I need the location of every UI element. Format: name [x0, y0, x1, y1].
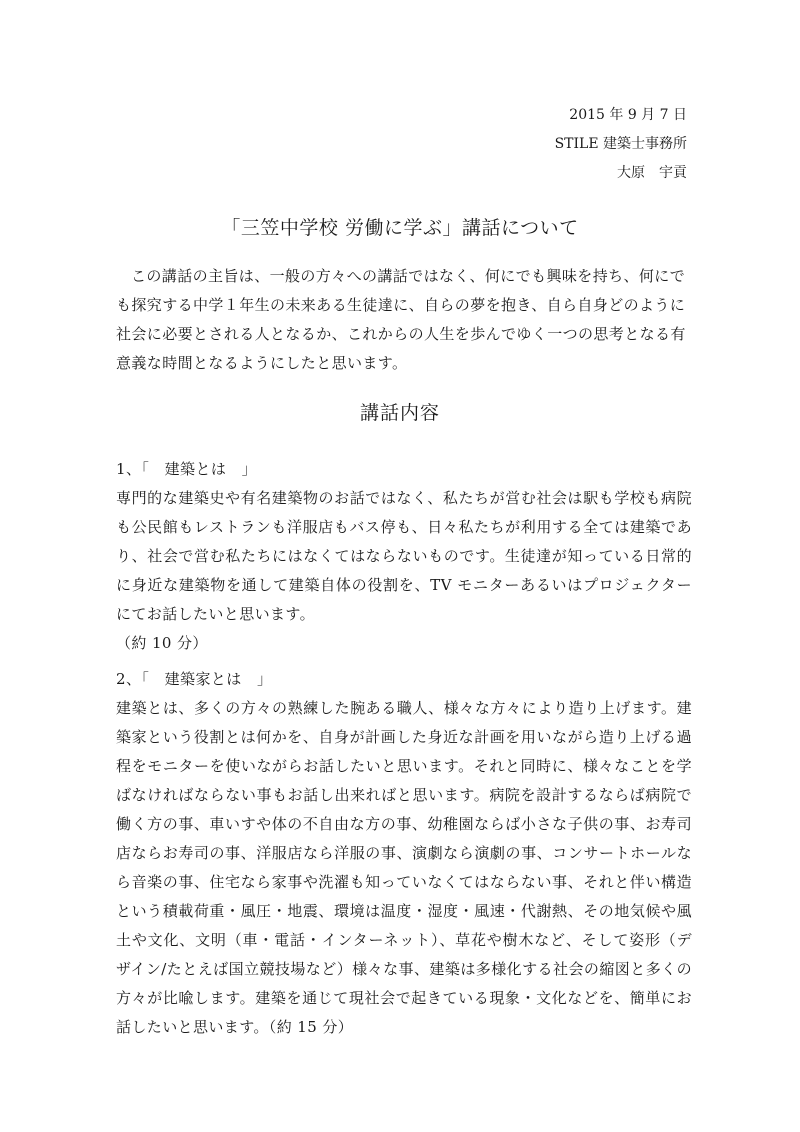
lecture-item — [116, 665, 692, 1042]
intro-text: この講話の主旨は、一般の方々への講話ではなく、何にでも興味を持ち、何にでも探究する中学１年生の未来ある生徒達に、自らの夢を抱き、自ら自身どのように社会に必要とされる人となるか、これからの人生を歩んでゆく一つの思考となる有意義な時間となるようにしたと思います。 — [116, 267, 686, 372]
office-name: STILE 建築士事務所 — [554, 136, 687, 152]
lecture-item — [116, 455, 692, 658]
section-title: 講話内容 — [359, 402, 440, 424]
document-title: 「三笠中学校 労働に学ぶ」講話について — [221, 217, 579, 239]
item-body: 建築とは、多くの方々の熟練した腕ある職人、様々な方々により造り上げます。建築家という役割とは何かを、自身が計画した身近な計画を用いながら造り上げる過程をモニターを使いながらお話したいと思います。それと同時に、様々なことを学ばなければならない事もお話し出来ればと思います。病院を設計するならば病院で働く方の事、車いすや体の不自由な方の事、幼稚園ならば小さな子供の事、お寿司店ならお寿司の事、洋服店なら洋服の事、演劇なら演劇の事、コンサートホールなら音楽の事、住宅なら家事や洗濯も知っていなくてはならない事、それと伴い構造という積載荷重・風圧・地震、環境は温度・湿度・風速・代謝熱、その地気候や風土や文化、文明（車・電話・インターネット）、草花や樹木など、そして姿形（デザイン/たとえば国立競技場など）様々な事、建築は多様化する社会の縮図と多くの方々が比喩します。建築を通じて現社会で起きている現象・文化などを、簡単にお話したいと思います。（約 15 分） — [116, 699, 692, 1036]
author-name: 大原 宇貢 — [617, 165, 687, 181]
item-heading: 1、「 建築とは 」 — [116, 460, 258, 478]
item-body: 専門的な建築史や有名建築物のお話ではなく、私たちが営む社会は駅も学校も病院も公民館もレストランも洋服店もバス停も、日々私たちが利用する全ては建築であり、社会で営む私たちにはなくてはならないものです。生徒達が知っている日常的に身近な建築物を通して建築自体の役割を、TV モニターあるいはプロジェクターにてお話したいと思います。 — [116, 489, 692, 623]
document-header — [555, 101, 687, 188]
item-duration: （約 10 分） — [116, 634, 208, 652]
intro-paragraph — [116, 262, 692, 378]
date: 2015 年 9 月 7 日 — [569, 107, 687, 123]
item-heading: 2、「 建築家とは 」 — [116, 670, 273, 688]
